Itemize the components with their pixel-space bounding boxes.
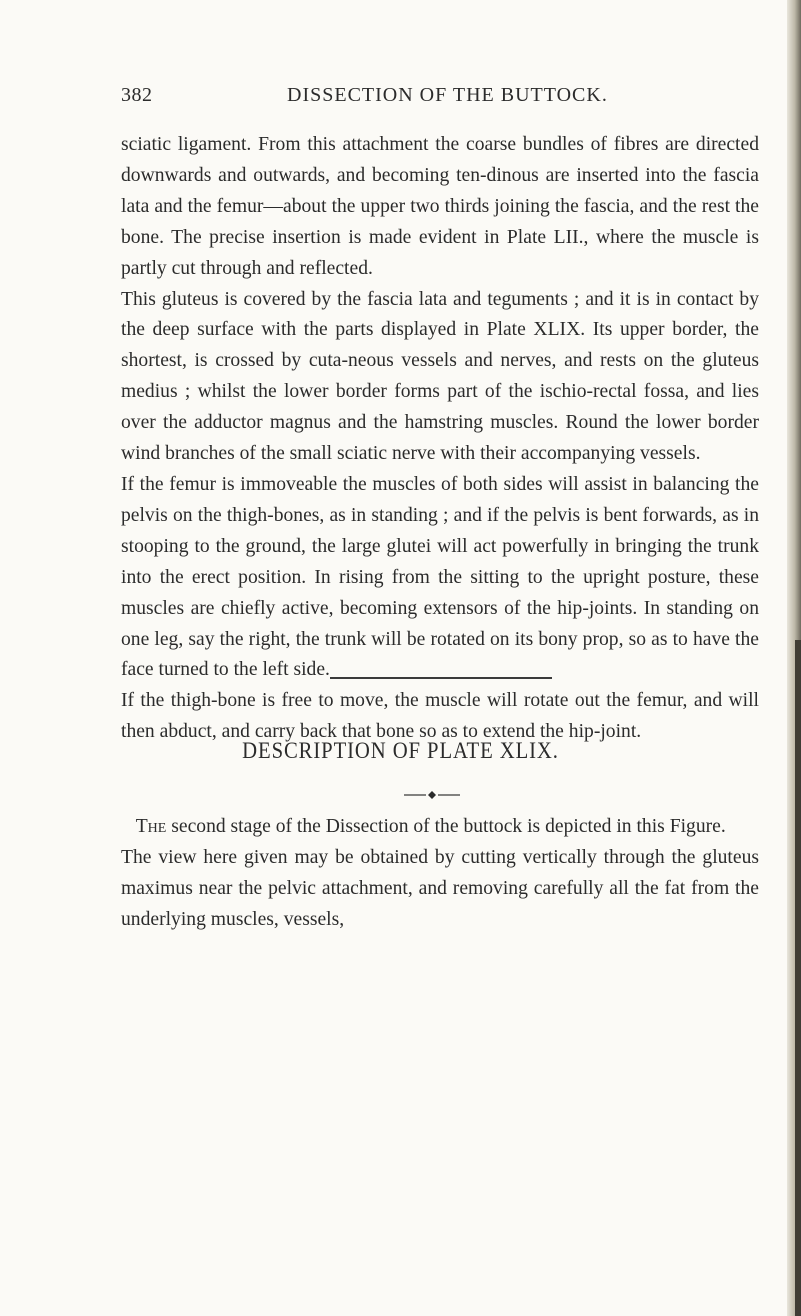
section-divider [330,677,552,679]
paragraph: sciatic ligament. From this attachment the coarse bundles of fibres are directed downwards and outwards, and becoming ten-dinous are inserted into the fascia lata and the femur—about the upper two thirds joining the fascia, and the rest the bone. The precise insertion is made evident in Plate LII., where the muscle is partly cut through and reflected. [121,134,759,279]
paragraph: If the thigh-bone is free to move, the muscle will rotate out the femur, and will then abduct, and carry back that bone so as to extend the hip-joint. [121,690,759,743]
page-header [121,84,759,112]
lead-word: The [135,816,167,837]
paragraph-text: second stage of the Dissection of the buttock is depicted in this Figure. [171,816,726,837]
description-text [121,812,759,936]
running-head: DISSECTION OF THE BUTTOCK. [287,84,608,106]
paragraph: If the femur is immoveable the muscles of both sides will assist in balancing the pelvis on the thigh-bones, as in standing ; and if the pelvis is bent forwards, as in stooping to the ground, the large glutei will act powerfully in bringing the trunk into the erect position. In rising from the sitting to the upright posture, these muscles are chiefly active, becoming extensors of the hip-joints. In standing on one leg, say the right, the trunk will be rotated on its bony prop, so as to have the face turned to the left side. [121,473,759,681]
paragraph [121,812,759,843]
body-text [121,130,759,748]
paragraph: The view here given may be obtained by cutting vertically through the gluteus maximus near the pelvic attachment, and removing carefully all the fat from the underlying muscles, vessels, [121,846,759,930]
section-title: DESCRIPTION OF PLATE XLIX. [242,738,559,763]
diamond-ornament-icon [404,790,460,800]
page-edge-shadow [795,640,801,1316]
page-number: 382 [121,84,153,106]
paragraph: This gluteus is covered by the fascia lata and teguments ; and it is in contact by the deep surface with the parts displayed in Plate XLIX. Its upper border, the shortest, is crossed by cuta-neous vessels and nerves, and rests on the gluteus medius ; whilst the lower border forms part of the ischio-rectal fossa, and lies over the adductor magnus and the hamstring muscles. Round the lower border wind branches of the small sciatic nerve with their accompanying vessels. [121,288,759,465]
